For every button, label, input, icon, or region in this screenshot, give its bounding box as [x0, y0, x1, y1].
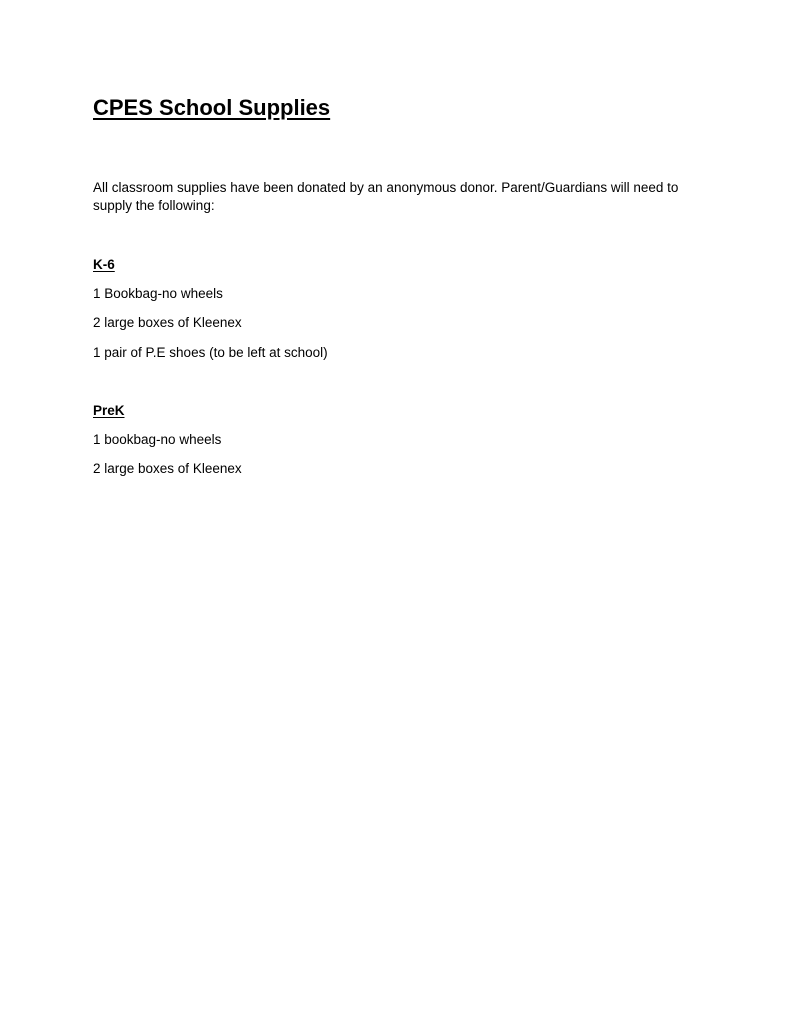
section-heading-k6: K-6 — [93, 257, 115, 272]
intro-paragraph: All classroom supplies have been donated by an anonymous donor. Parent/Guardians will need to supply the following: — [93, 180, 679, 213]
supply-item: 1 bookbag-no wheels — [93, 432, 222, 447]
supply-item: 1 Bookbag-no wheels — [93, 286, 223, 301]
section-heading-prek: PreK — [93, 403, 125, 418]
supply-item: 2 large boxes of Kleenex — [93, 461, 242, 476]
supply-item: 1 pair of P.E shoes (to be left at school) — [93, 345, 328, 360]
page-title: CPES School Supplies — [93, 95, 331, 120]
supply-item: 2 large boxes of Kleenex — [93, 315, 242, 330]
